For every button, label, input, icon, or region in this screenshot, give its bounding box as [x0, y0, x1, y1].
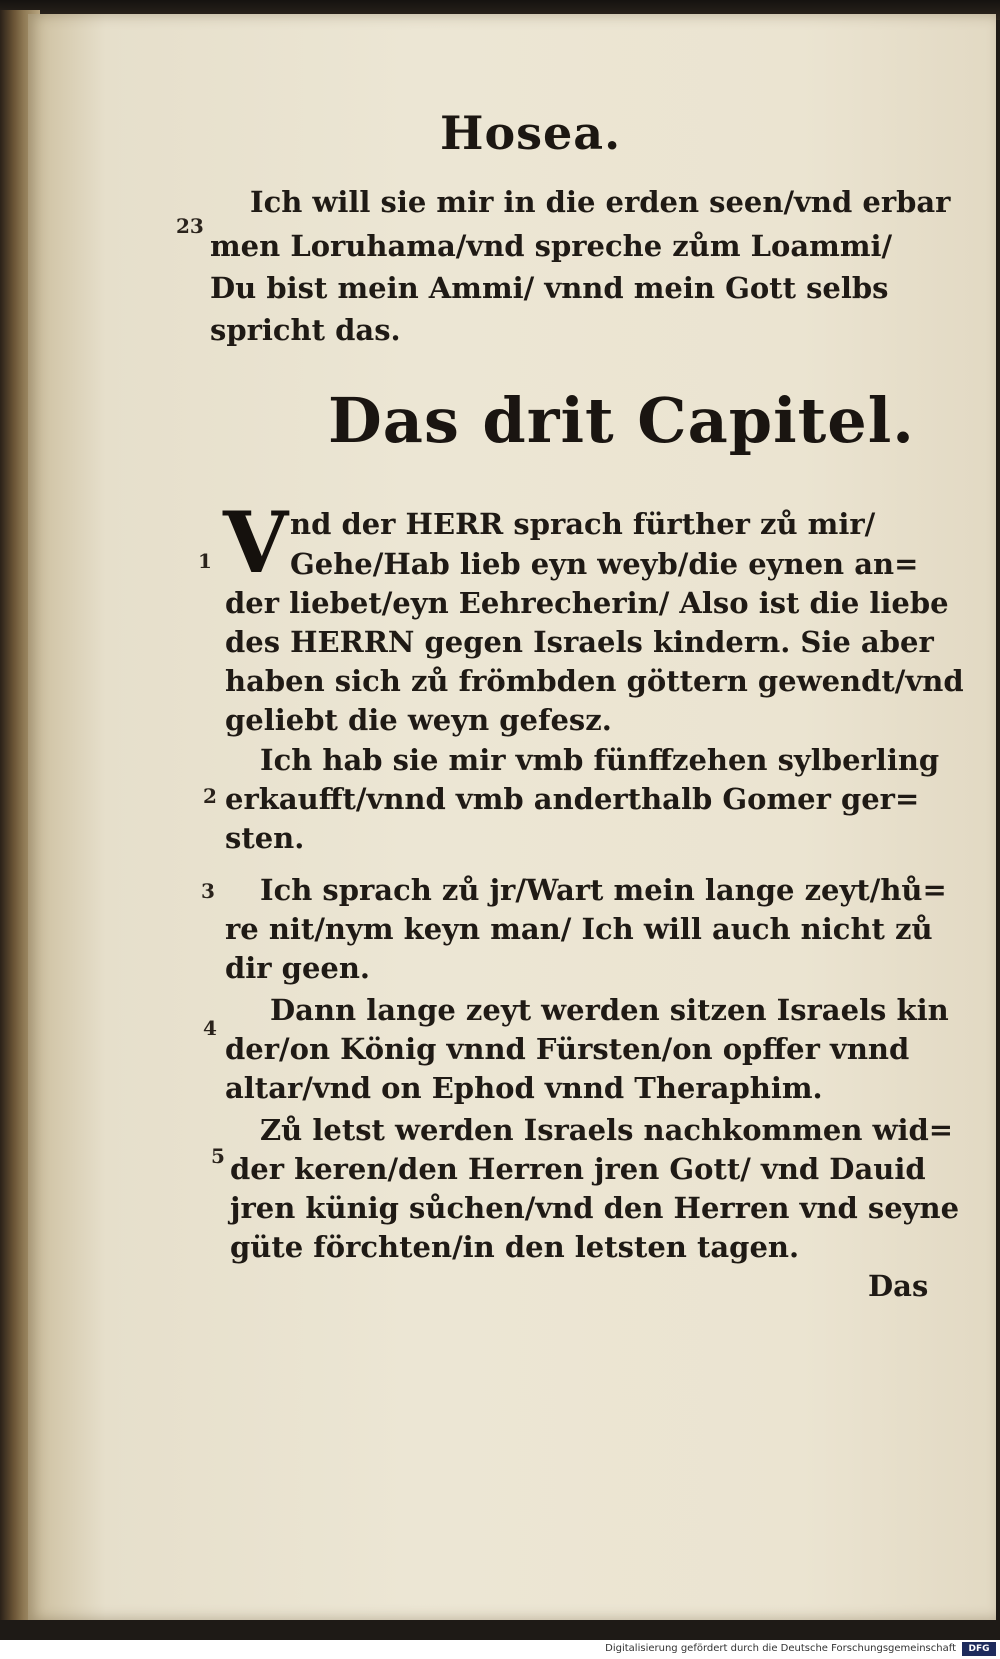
chapter-heading: Das drit Capitel. — [328, 384, 915, 457]
decorated-initial: V — [223, 493, 289, 592]
text-line: Gehe/Hab lieb eyn weyb/die eynen an= — [290, 547, 919, 581]
text-line: Ich sprach zů jr/Wart mein lange zeyt/hů= — [260, 873, 947, 907]
dfg-logo-icon: DFG — [962, 1642, 996, 1656]
text-line: geliebt die weyn gefesz. — [225, 703, 612, 737]
text-line: haben sich zů frömbden göttern gewendt/vnd — [225, 664, 964, 698]
footer-credit: Digitalisierung gefördert durch die Deutsche Forschungsgemeinschaft — [605, 1643, 956, 1654]
text-line: nd der HERR sprach fürther zů mir/ — [290, 507, 876, 541]
text-line: der liebet/eyn Eehrecherin/ Also ist die liebe — [225, 586, 949, 620]
text-line: Du bist mein Ammi/ vnnd mein Gott selbs — [210, 271, 889, 305]
text-line: der keren/den Herren jren Gott/ vnd Dauid — [230, 1152, 926, 1186]
running-head: Hosea. — [440, 106, 622, 160]
text-line: re nit/nym keyn man/ Ich will auch nicht zů — [225, 912, 933, 946]
text-line: sten. — [225, 821, 305, 855]
verse-number: 3 — [201, 879, 215, 903]
text-line: spricht das. — [210, 313, 401, 347]
text-line: Ich hab sie mir vmb fünffzehen sylberling — [260, 743, 940, 777]
verse-number: 4 — [203, 1016, 217, 1040]
text-line: men Loruhama/vnd spreche zům Loammi/ — [210, 229, 893, 263]
catchword: Das — [868, 1269, 929, 1303]
text-line: altar/vnd on Ephod vnnd Theraphim. — [225, 1071, 823, 1105]
verse-number: 2 — [203, 784, 217, 808]
text-line: des HERRN gegen Israels kindern. Sie aber — [225, 625, 934, 659]
verse-number: 1 — [198, 549, 212, 573]
book-page — [28, 14, 996, 1620]
text-line: Dann lange zeyt werden sitzen Israels kin — [270, 993, 949, 1027]
text-line: güte förchten/in den letsten tagen. — [230, 1230, 800, 1264]
text-line: Ich will sie mir in die erden seen/vnd erbar — [250, 185, 951, 219]
text-line: erkaufft/vnnd vmb anderthalb Gomer ger= — [225, 782, 920, 816]
verse-number: 23 — [176, 214, 204, 238]
text-line: jren künig sůchen/vnd den Herren vnd seyne — [230, 1191, 960, 1225]
text-line: der/on König vnnd Fürsten/on opffer vnnd — [225, 1032, 910, 1066]
text-line: Zů letst werden Israels nachkommen wid= — [260, 1113, 954, 1147]
verse-number: 5 — [211, 1144, 225, 1168]
text-line: dir geen. — [225, 951, 371, 985]
